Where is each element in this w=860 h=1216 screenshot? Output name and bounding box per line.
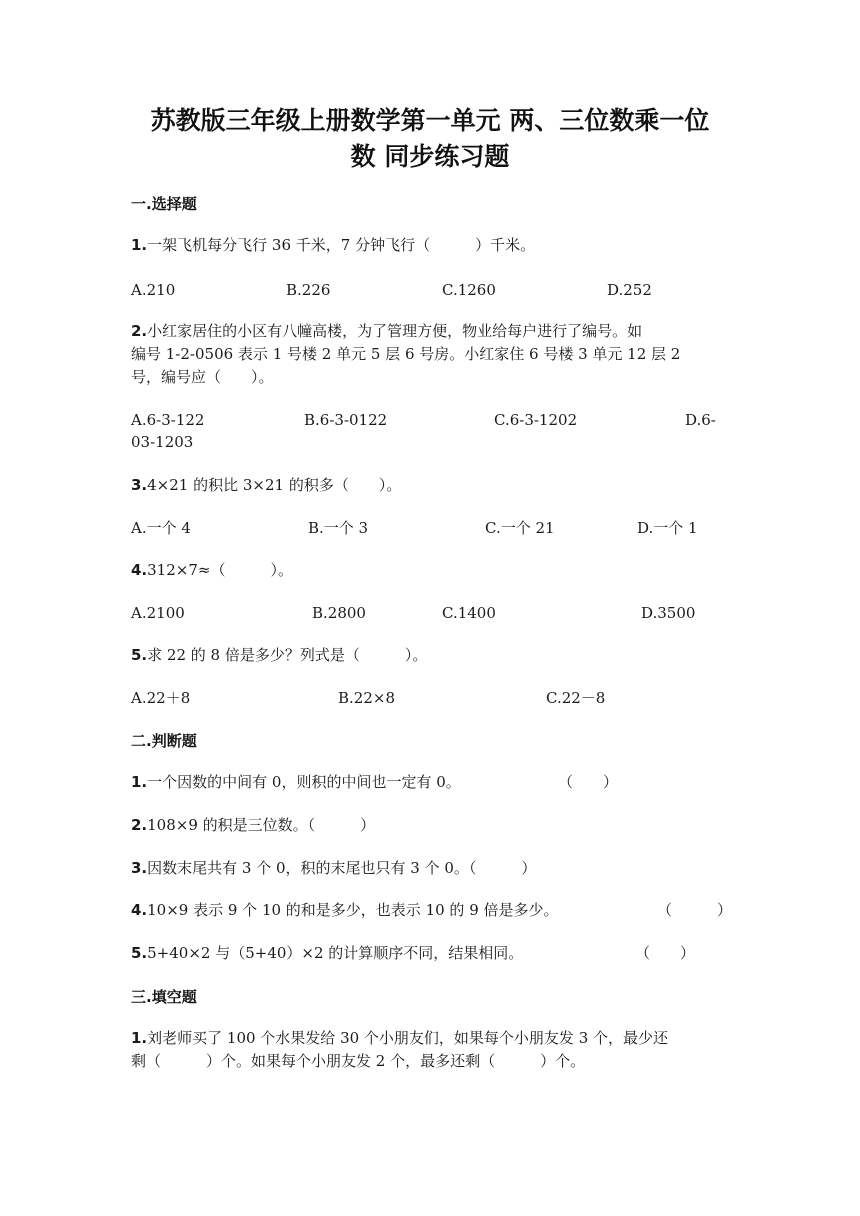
choice-4-option-c[interactable]: C.1400 <box>442 604 496 622</box>
question-number: 4. <box>131 901 148 919</box>
choice-3-option-d[interactable]: D.一个 1 <box>637 519 698 537</box>
choice-question-2-line-2: 编号 1-2-0506 表示 1 号楼 2 单元 5 层 6 号房。小红家住 6 号楼 3 单元 12 层 2 <box>131 345 681 363</box>
choice-2-option-d[interactable]: D.6- <box>685 411 716 429</box>
choice-1-option-b[interactable]: B.226 <box>286 281 331 299</box>
choice-3-option-a[interactable]: A.一个 4 <box>131 519 191 537</box>
question-number: 2. <box>131 322 148 340</box>
section-heading-judge: 二.判断题 <box>131 732 197 750</box>
choice-1-option-d[interactable]: D.252 <box>607 281 652 299</box>
question-number: 5. <box>131 944 148 962</box>
choice-2-option-c[interactable]: C.6-3-1202 <box>494 411 578 429</box>
choice-2-option-a[interactable]: A.6-3-122 <box>131 411 205 429</box>
question-number: 2. <box>131 816 148 834</box>
choice-1-option-a[interactable]: A.210 <box>131 281 176 299</box>
choice-2-option-b[interactable]: B.6-3-0122 <box>304 411 388 429</box>
choice-question-2-line-3: 号，编号应（ ）。 <box>131 368 274 386</box>
question-text: 求 22 的 8 倍是多少？列式是（ ）。 <box>147 646 428 664</box>
question-number: 1. <box>131 773 148 791</box>
page-title-line-1: 苏教版三年级上册数学第一单元 两、三位数乘一位 <box>150 106 710 135</box>
choice-3-option-c[interactable]: C.一个 21 <box>485 519 555 537</box>
choice-question-1 <box>131 234 731 257</box>
fill-question-1-line-1 <box>131 1027 731 1050</box>
choice-3-option-b[interactable]: B.一个 3 <box>308 519 369 537</box>
page-title-line-2: 数 同步练习题 <box>350 142 510 171</box>
question-text: 108×9 的积是三位数。（ ） <box>147 816 376 834</box>
choice-5-option-b[interactable]: B.22×8 <box>338 689 395 707</box>
choice-5-option-c[interactable]: C.22－8 <box>546 689 606 707</box>
question-number: 1. <box>131 1029 148 1047</box>
judge-4-answer-paren[interactable]: （ ） <box>657 901 733 919</box>
question-text: 10×9 表示 9 个 10 的和是多少，也表示 10 的 9 倍是多少。 <box>147 901 559 919</box>
choice-4-option-d[interactable]: D.3500 <box>641 604 696 622</box>
choice-2-option-d-continued: 03-1203 <box>131 433 194 451</box>
choice-4-option-b[interactable]: B.2800 <box>312 604 366 622</box>
question-text: 刘老师买了 100 个水果发给 30 个小朋友们，如果每个小朋友发 3 个，最少还 <box>147 1029 669 1047</box>
choice-question-5 <box>131 644 731 667</box>
choice-question-2-line-1 <box>131 320 731 343</box>
question-text: 因数末尾共有 3 个 0，积的末尾也只有 3 个 0。（ ） <box>147 859 537 877</box>
question-number: 4. <box>131 561 148 579</box>
choice-5-option-a[interactable]: A.22＋8 <box>131 689 191 707</box>
question-text: 4×21 的积比 3×21 的积多（ ）。 <box>147 476 402 494</box>
question-text: 一个因数的中间有 0，则积的中间也一定有 0。 <box>147 773 461 791</box>
question-number: 3. <box>131 476 148 494</box>
question-text: 小红家居住的小区有八幢高楼，为了管理方便，物业给每户进行了编号。如 <box>147 322 643 340</box>
question-number: 5. <box>131 646 148 664</box>
question-text: 5+40×2 与（5+40）×2 的计算顺序不同，结果相同。 <box>147 944 524 962</box>
judge-question-4 <box>131 899 731 922</box>
judge-question-3 <box>131 857 731 880</box>
choice-1-option-c[interactable]: C.1260 <box>442 281 496 299</box>
choice-question-4 <box>131 559 731 582</box>
judge-question-1 <box>131 771 731 794</box>
question-text: 一架飞机每分飞行 36 千米，7 分钟飞行（ ）千米。 <box>147 236 536 254</box>
section-heading-choice: 一.选择题 <box>131 195 197 213</box>
judge-1-answer-paren[interactable]: （ ） <box>558 773 619 791</box>
fill-question-1-line-2: 剩（ ）个。如果每个小朋友发 2 个，最多还剩（ ）个。 <box>131 1052 586 1070</box>
choice-question-3 <box>131 474 731 497</box>
judge-5-answer-paren[interactable]: （ ） <box>635 944 696 962</box>
question-text: 312×7≈（ ）。 <box>147 561 293 579</box>
section-heading-fill: 三.填空题 <box>131 988 197 1006</box>
judge-question-2 <box>131 814 731 837</box>
choice-4-option-a[interactable]: A.2100 <box>131 604 185 622</box>
question-number: 3. <box>131 859 148 877</box>
question-number: 1. <box>131 236 148 254</box>
